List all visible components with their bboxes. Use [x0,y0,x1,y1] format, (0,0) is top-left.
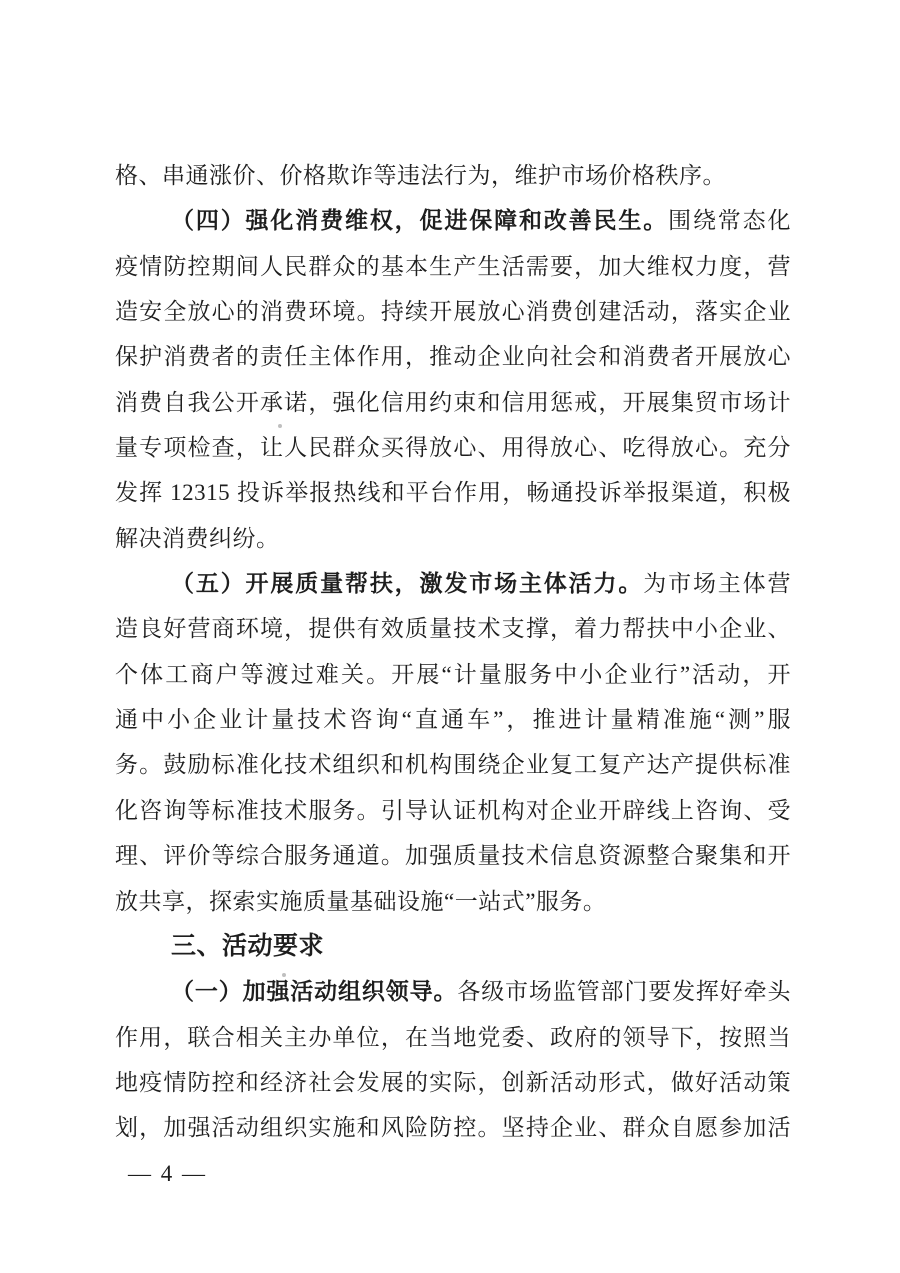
line-text: 化咨询等标准技术服务。引导认证机构对企业开辟线上咨询、受 [115,797,791,823]
line-text: 解决消费纠纷。 [115,525,280,551]
text-line [115,198,791,243]
line-text: 保护消费者的责任主体作用，推动企业向社会和消费者开展放心 [115,344,791,370]
text-line [115,334,791,379]
text-line [115,788,791,833]
text-line [115,425,791,470]
line-text: 理、评价等综合服务通道。加强质量技术信息资源整合聚集和开 [115,843,791,869]
line-text: 造良好营商环境，提供有效质量技术支撑，着力帮扶中小企业、 [115,616,791,642]
text-line [115,516,791,561]
line-text: 围绕常态化 [668,208,792,234]
document-text-block [115,153,791,1151]
section-heading [115,924,791,969]
line-text: 格、串通涨价、价格欺诈等违法行为，维护市场价格秩序。 [115,163,726,188]
text-line [115,1105,791,1150]
line-text: 放共享，探索实施质量基础设施“一站式”服务。 [115,888,607,914]
text-line [115,153,791,198]
text-line [115,380,791,425]
line-text: 作用，联合相关主办单位，在当地党委、政府的领导下，按照当 [115,1024,791,1050]
line-text: 发挥 12315 投诉举报热线和平台作用，畅通投诉举报渠道，积极 [115,480,791,506]
text-line [115,879,791,924]
scan-speck [278,424,282,428]
line-text: 量专项检查，让人民群众买得放心、用得放心、吃得放心。充分 [115,435,791,461]
line-text: 各级市场监管部门要发挥好牵头 [457,979,792,1005]
text-line [115,1015,791,1060]
heading-text: 三、活动要求 [171,931,325,960]
line-text: 个体工商户等渡过难关。开展“计量服务中小企业行”活动，开 [115,661,791,687]
text-line [115,606,791,651]
line-text: 通中小企业计量技术咨询“直通车”，推进计量精准施“测”服 [115,707,791,733]
line-bold-text: （一）加强活动组织领导。 [171,978,458,1005]
text-line [115,561,791,606]
text-line [115,1060,791,1105]
text-line [115,742,791,787]
line-text: 为市场主体营 [643,571,792,597]
text-line [115,470,791,515]
line-bold-text: （四）强化消费维权，促进保障和改善民生。 [171,207,669,234]
scan-speck [282,973,286,977]
text-line [115,833,791,878]
line-text: 地疫情防控和经济社会发展的实际，创新活动形式，做好活动策 [115,1069,791,1095]
line-text: 造安全放心的消费环境。持续开展放心消费创建活动，落实企业 [115,299,791,325]
text-line [115,244,791,289]
line-text: 划，加强活动组织实施和风险防控。坚持企业、群众自愿参加活 [115,1115,791,1141]
text-line [115,289,791,334]
line-text: 疫情防控期间人民群众的基本生产生活需要，加大维权力度，营 [115,253,791,279]
line-bold-text: （五）开展质量帮扶，激发市场主体活力。 [171,570,644,597]
line-text: 消费自我公开承诺，强化信用约束和信用惩戒，开展集贸市场计 [115,389,791,415]
line-text: 务。鼓励标准化技术组织和机构围绕企业复工复产达产提供标准 [115,752,791,778]
text-line [115,697,791,742]
text-line [115,969,791,1014]
page-number: — 4 — [128,1161,207,1186]
text-line [115,652,791,697]
